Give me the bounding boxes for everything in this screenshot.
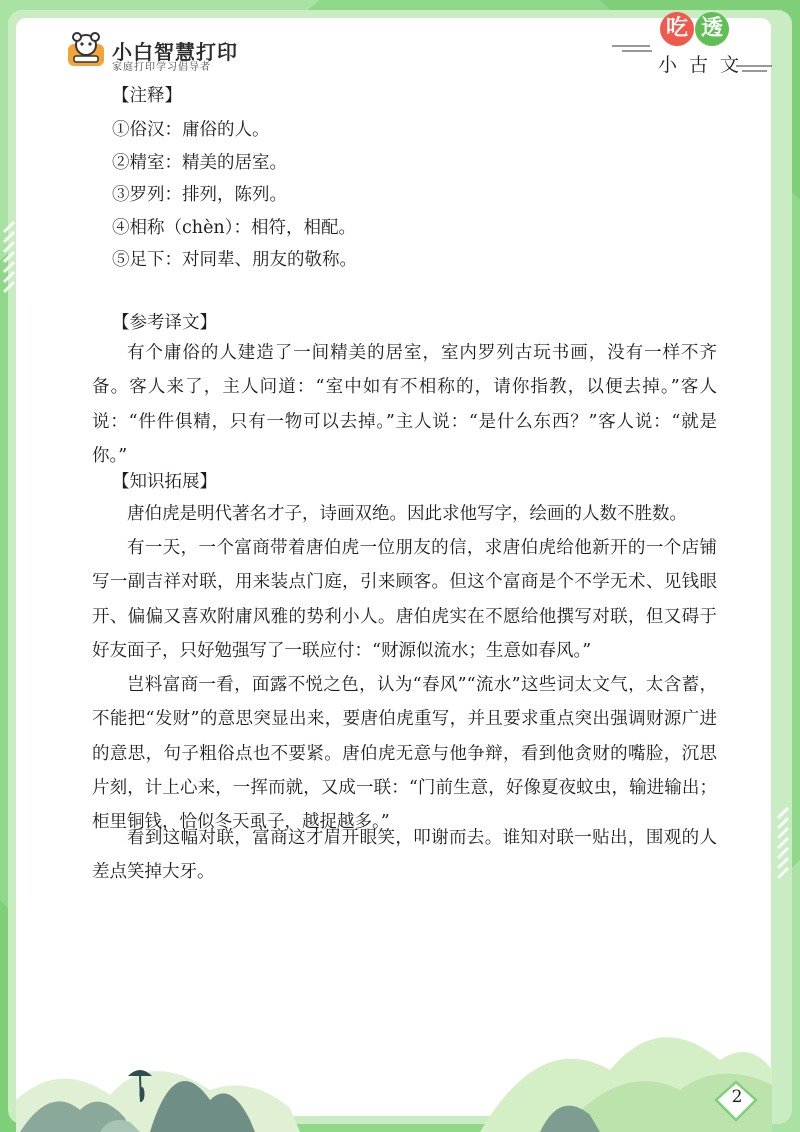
note-item: ③罗列：排列，陈列。	[112, 185, 287, 205]
extension-paragraph: 看到这幅对联，富商这才眉开眼笑，叩谢而去。谁知对联一贴出，围观的人差点笑掉大牙。	[92, 828, 717, 883]
logo-title: 小白智慧打印	[112, 40, 238, 64]
note-item: ①俗汉：庸俗的人。	[112, 120, 270, 140]
brand-badge-chi: 吃	[660, 12, 694, 46]
translation-paragraph: 有个庸俗的人建造了一间精美的居室，室内罗列古玩书画，没有一样不齐备。客人来了，主人问道：“室中如有不相称的，请你指教，以便去掉。”客人说：“件件俱精，只有一物可以去掉。”主人说：“是什么东西？”客人说：“就是你。”	[92, 343, 717, 466]
notes-heading: 【注释】	[112, 86, 182, 106]
brand-subtitle: 小古文	[658, 54, 752, 76]
note-item: ②精室：精美的居室。	[112, 153, 287, 173]
brand-badge-tou: 透	[695, 12, 729, 46]
page-number: 2	[731, 1087, 743, 1107]
logo-icon	[66, 30, 106, 70]
note-item: ⑤足下：对同辈、朋友的敬称。	[112, 250, 357, 270]
landscape-illustration	[0, 990, 800, 1132]
extension-paragraph: 岂料富商一看，面露不悦之色，认为“春风”“流水”这些词太文气，太含蓄，不能把“发财”的意思突显出来，要唐伯虎重写，并且要求重点突出强调财源广进的意思，句子粗俗点也不要紧。唐伯虎无意与他争辩，看到他贪财的嘴脸，沉思片刻，计上心来，一挥而就，又成一联：“门前生意，好像夏夜蚊虫，输进输出；柜里铜钱，恰似冬天虱子，越捉越多。”	[92, 675, 717, 833]
translation-heading: 【参考译文】	[112, 313, 217, 333]
extension-heading: 【知识拓展】	[112, 472, 217, 492]
logo-subtitle: 家庭打印学习倡导者	[112, 62, 211, 73]
note-item: ④相称（chèn）：相符，相配。	[112, 218, 356, 238]
extension-paragraph: 唐伯虎是明代著名才子，诗画双绝。因此求他写字，绘画的人数不胜数。	[127, 504, 687, 524]
extension-paragraph: 有一天，一个富商带着唐伯虎一位朋友的信，求唐伯虎给他新开的一个店铺写一副吉祥对联，用来装点门庭，引来顾客。但这个富商是个不学无术、见钱眼开、偏偏又喜欢附庸风雅的势利小人。唐伯虎实在不愿给他撰写对联，但又碍于好友面子，只好勉强写了一联应付：“财源似流水；生意如春风。”	[92, 538, 717, 661]
